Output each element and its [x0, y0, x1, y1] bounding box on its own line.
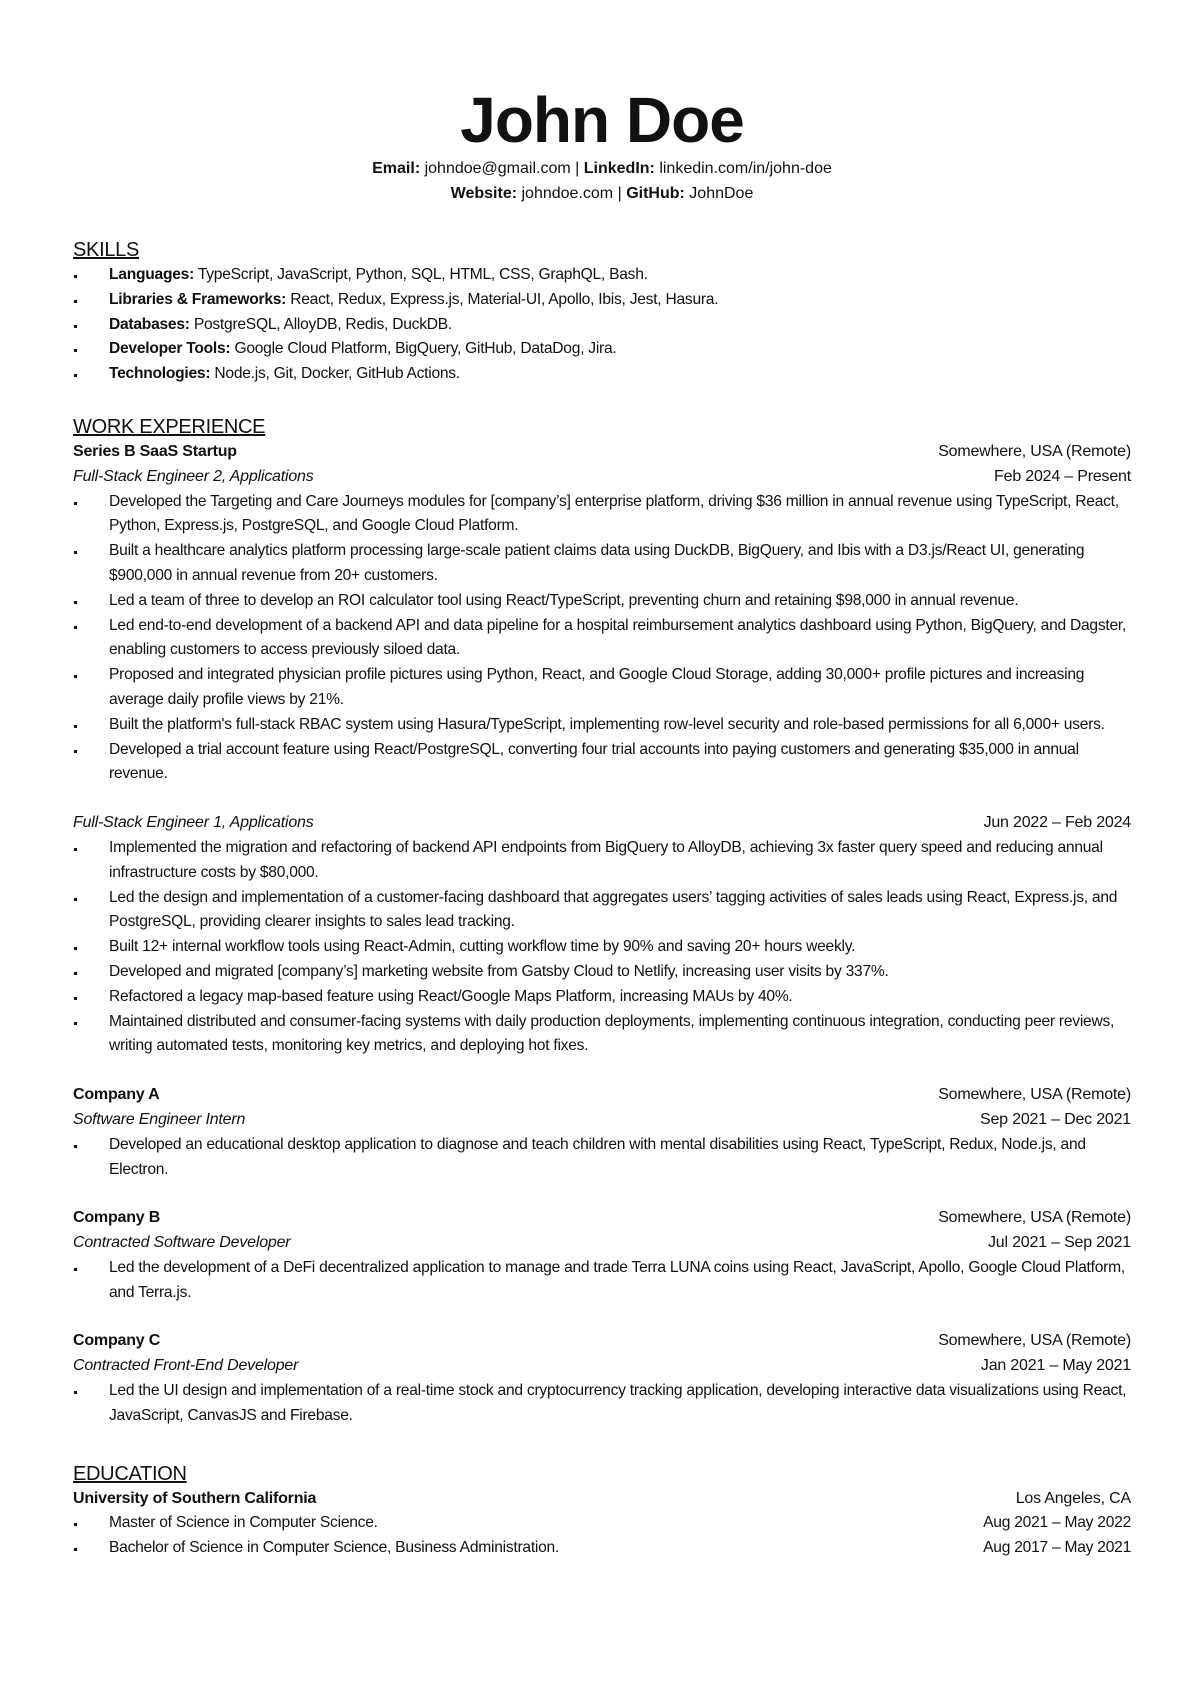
github-value[interactable]: JohnDoe	[689, 185, 754, 202]
bullet-item	[73, 614, 1131, 664]
school-name: University of Southern California	[73, 1489, 317, 1507]
bullet-icon	[74, 349, 77, 352]
skill-value: Google Cloud Platform, BigQuery, GitHub, DataDog, Jira.	[234, 340, 617, 358]
bullet-item	[73, 836, 1131, 886]
bullet-text: Developed a trial account feature using React/PostgreSQL, converting four trial accounts into paying customers and generating $35,000 in annual revenue.	[109, 740, 1079, 783]
website-label: Website:	[450, 185, 518, 202]
bullet-item	[73, 713, 1131, 738]
company-name: Series B SaaS Startup	[73, 442, 237, 460]
email-value[interactable]: johndoe@gmail.com	[424, 160, 571, 177]
role-title: Full-Stack Engineer 1, Applications	[73, 814, 314, 832]
job-header	[73, 1206, 1131, 1231]
bullet-text: Built the platform's full-stack RBAC system using Hasura/TypeScript, implementing row-level security and role-based permissions for all 6,000+ users.	[109, 715, 1105, 733]
bullet-icon	[74, 1268, 77, 1271]
skill-value: TypeScript, JavaScript, Python, SQL, HTML, CSS, GraphQL, Bash.	[197, 266, 648, 283]
bullet-item	[73, 663, 1131, 713]
bullet-item	[73, 1379, 1131, 1429]
bullet-item	[73, 886, 1131, 936]
website-value[interactable]: johndoe.com	[521, 185, 614, 202]
work-experience-heading: WORK EXPERIENCE	[73, 415, 266, 438]
degree-dates: Aug 2021 – May 2022	[983, 1514, 1131, 1532]
linkedin-label: LinkedIn:	[583, 160, 655, 177]
bullet-item	[73, 985, 1131, 1010]
skill-label: Databases:	[109, 315, 190, 333]
job-location: Somewhere, USA (Remote)	[938, 1086, 1131, 1104]
bullet-text: Refactored a legacy map-based feature using React/Google Maps Platform, increasing MAUs by 40%.	[109, 987, 793, 1005]
bullet-icon	[74, 1523, 77, 1526]
contact-line-1	[73, 156, 1131, 181]
bullet-icon	[74, 997, 77, 1000]
role-title: Contracted Front-End Developer	[73, 1357, 299, 1375]
role-header	[73, 465, 1131, 490]
bullet-item	[73, 1010, 1131, 1060]
bullet-icon	[74, 947, 77, 950]
bullet-icon	[74, 325, 77, 328]
degree-name: Master of Science in Computer Science.	[109, 1514, 378, 1532]
bullet-icon	[74, 1145, 77, 1148]
bullet-text: Developed the Targeting and Care Journeys modules for [company’s] enterprise platform, driving $36 million in annual revenue using TypeScript, React, Python, Express.js, PostgreSQL, and Google Cloud Platform.	[109, 492, 1119, 535]
bullet-icon	[74, 551, 77, 554]
bullet-item	[73, 1133, 1131, 1183]
bullet-item	[73, 960, 1131, 985]
skill-item	[73, 288, 1131, 313]
role-header	[73, 1231, 1131, 1256]
skill-label: Libraries & Frameworks:	[109, 290, 287, 308]
role-bullets	[73, 836, 1131, 1059]
bullet-text: Developed an educational desktop application to diagnose and teach children with mental disabilities using React, TypeScript, Redux, Node.js, and Electron.	[109, 1135, 1086, 1178]
role-header	[73, 1354, 1131, 1379]
bullet-icon	[74, 502, 77, 505]
role-header	[73, 811, 1131, 836]
degree-name: Bachelor of Science in Computer Science, Business Administration.	[109, 1539, 560, 1557]
role-title: Full-Stack Engineer 2, Applications	[73, 467, 314, 485]
school-location: Los Angeles, CA	[1015, 1489, 1131, 1507]
bullet-text: Led end-to-end development of a backend API and data pipeline for a hospital reimbursement analytics dashboard using Python, BigQuery, and Dagster, enabling customers to access previously siloed data.	[109, 616, 1127, 659]
separator: |	[575, 160, 580, 177]
bullet-icon	[74, 972, 77, 975]
contact-line-2	[73, 181, 1131, 206]
bullet-item	[73, 490, 1131, 540]
bullet-text: Built a healthcare analytics platform processing large-scale patient claims data using DuckDB, BigQuery, and Ibis with a D3.js/React UI, generating $900,000 in annual revenue from 20+ customers.	[109, 542, 1085, 584]
role-dates: Jun 2022 – Feb 2024	[983, 814, 1131, 832]
skill-label: Languages:	[109, 266, 195, 283]
bullet-icon	[74, 601, 77, 604]
bullet-text: Implemented the migration and refactoring of backend API endpoints from BigQuery to AlloyDB, achieving 3x faster query speed and reducing annual infrastructure costs by $80,000.	[109, 838, 1103, 881]
bullet-icon	[74, 626, 77, 629]
skill-item	[73, 263, 1131, 288]
bullet-icon	[74, 275, 77, 278]
bullet-item	[73, 738, 1131, 788]
bullet-item	[73, 589, 1131, 614]
bullet-text: Developed and migrated [company’s] marketing website from Gatsby Cloud to Netlify, increasing user visits by 337%.	[109, 962, 889, 980]
role-title: Contracted Software Developer	[73, 1234, 291, 1252]
github-label: GitHub:	[626, 185, 685, 202]
skill-label: Technologies:	[109, 365, 211, 383]
bullet-icon	[74, 848, 77, 851]
degree-item	[73, 1536, 1131, 1561]
skill-item	[73, 313, 1131, 338]
bullet-text: Led the design and implementation of a customer-facing dashboard that aggregates users’ tagging activities of sales leads using React, Express.js, and PostgreSQL, providing clearer insights to sales lead tracking.	[109, 888, 1118, 931]
email-label: Email:	[372, 160, 421, 177]
bullet-icon	[74, 725, 77, 728]
bullet-icon	[74, 1548, 77, 1551]
skill-value: React, Redux, Express.js, Material-UI, Apollo, Ibis, Jest, Hasura.	[290, 290, 719, 308]
job-header	[73, 1083, 1131, 1108]
job-location: Somewhere, USA (Remote)	[938, 1209, 1131, 1227]
education-heading: EDUCATION	[73, 1462, 187, 1485]
skill-label: Developer Tools:	[109, 340, 231, 358]
skills-heading: SKILLS	[73, 239, 140, 261]
role-header	[73, 1108, 1131, 1133]
job-header	[73, 440, 1131, 465]
degree-dates: Aug 2017 – May 2021	[983, 1539, 1131, 1557]
skill-value: PostgreSQL, AlloyDB, Redis, DuckDB.	[193, 315, 452, 333]
skill-item	[73, 362, 1131, 387]
bullet-icon	[74, 675, 77, 678]
school-header	[73, 1487, 1131, 1512]
bullet-text: Maintained distributed and consumer-facing systems with daily production deployments, implementing continuous integration, conducting peer reviews, writing automated tests, monitoring key metrics, and deploying hot fixes.	[109, 1012, 1115, 1055]
bullet-item	[73, 1256, 1131, 1306]
degree-item	[73, 1511, 1131, 1536]
resume-page	[73, 0, 1131, 1561]
candidate-name: John Doe	[460, 84, 744, 156]
bullet-icon	[74, 750, 77, 753]
bullet-icon	[74, 300, 77, 303]
role-dates: Jan 2021 – May 2021	[980, 1357, 1131, 1375]
role-dates: Feb 2024 – Present	[994, 467, 1131, 485]
role-dates: Jul 2021 – Sep 2021	[988, 1234, 1131, 1252]
bullet-text: Led the development of a DeFi decentralized application to manage and trade Terra LUNA coins using React, JavaScript, Apollo, Google Cloud Platform, and Terra.js.	[109, 1258, 1125, 1301]
bullet-text: Proposed and integrated physician profile pictures using Python, React, and Google Cloud Storage, adding 30,000+ profile pictures and increasing average daily profile views by 21%.	[109, 666, 1085, 708]
bullet-icon	[74, 1391, 77, 1394]
bullet-icon	[74, 374, 77, 377]
role-title: Software Engineer Intern	[73, 1110, 246, 1128]
skills-list	[73, 263, 1131, 387]
bullet-icon	[74, 1022, 77, 1025]
bullet-text: Led the UI design and implementation of a real-time stock and cryptocurrency tracking application, developing interactive data visualizations using React, JavaScript, CanvasJS and Firebase.	[109, 1382, 1127, 1424]
bullet-text: Led a team of three to develop an ROI calculator tool using React/TypeScript, preventing churn and retaining $98,000 in annual revenue.	[109, 591, 1019, 609]
bullet-text: Built 12+ internal workflow tools using React-Admin, cutting workflow time by 90% and saving 20+ hours weekly.	[109, 938, 856, 956]
separator: |	[617, 185, 622, 202]
bullet-item	[73, 935, 1131, 960]
role-bullets	[73, 490, 1131, 788]
role-bullets	[73, 1379, 1131, 1429]
role-bullets	[73, 1256, 1131, 1306]
company-name: Company B	[73, 1209, 161, 1227]
company-name: Company C	[73, 1332, 161, 1350]
job-location: Somewhere, USA (Remote)	[938, 1332, 1131, 1350]
skill-value: Node.js, Git, Docker, GitHub Actions.	[214, 365, 460, 383]
degree-list	[73, 1511, 1131, 1561]
linkedin-value[interactable]: linkedin.com/in/john-doe	[659, 160, 832, 177]
job-location: Somewhere, USA (Remote)	[938, 442, 1131, 460]
bullet-icon	[74, 898, 77, 901]
bullet-item	[73, 539, 1131, 589]
role-dates: Sep 2021 – Dec 2021	[980, 1110, 1131, 1128]
company-name: Company A	[73, 1086, 160, 1104]
skill-item	[73, 337, 1131, 362]
role-bullets	[73, 1133, 1131, 1183]
job-header	[73, 1329, 1131, 1354]
